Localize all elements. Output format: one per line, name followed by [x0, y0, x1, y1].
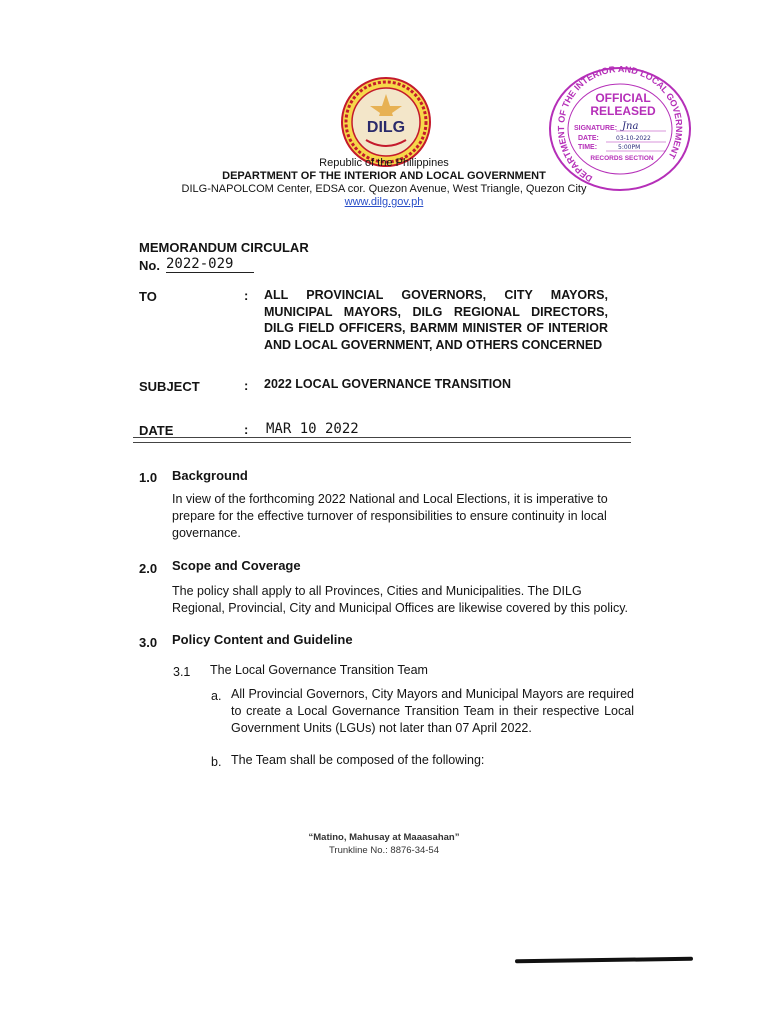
section-2-text: The policy shall apply to all Provinces, Cities and Municipalities. The DILG Regional, Provincial, City and Municipal Offices are likewise covered by this policy.: [172, 584, 628, 615]
dilg-seal-logo: [340, 76, 432, 168]
stamp-signature: Jna: [622, 121, 639, 132]
section-3-title: Policy Content and Guideline: [172, 632, 353, 647]
date-colon: :: [244, 422, 249, 437]
item-a-text: All Provincial Governors, City Mayors and Municipal Mayors are required to create a Local Governance Transition Team in their respective Local Government Units (LGUs) not later than 07 April 2022.: [231, 687, 634, 735]
item-a-letter: a.: [211, 689, 222, 703]
stamp-date: 03-10-2022: [616, 135, 651, 142]
section-1-text: In view of the forthcoming 2022 National and Local Elections, it is imperative to prepare for the effective turnover of responsibilities to ensure continuity in local governance.: [172, 492, 608, 540]
stamp-date-label: DATE:: [578, 135, 599, 142]
memo-title: MEMORANDUM CIRCULAR: [139, 240, 309, 255]
website-link[interactable]: www.dilg.gov.ph: [344, 196, 424, 208]
stamp-released: RELEASED: [590, 104, 656, 118]
memo-no-label: No.: [139, 258, 160, 273]
subject-label: SUBJECT: [139, 379, 200, 394]
item-b-text: The Team shall be composed of the following:: [231, 753, 485, 767]
section-2-number: 2.0: [139, 561, 158, 576]
double-divider: [133, 437, 631, 443]
stamp-official: OFFICIAL: [595, 91, 651, 105]
stamp-signature-label: SIGNATURE:: [574, 125, 618, 132]
section-2-title: Scope and Coverage: [172, 558, 301, 573]
date-value: MAR 10 2022: [266, 421, 359, 437]
subsection-3-1-number: 3.1: [173, 665, 191, 679]
logo-lettering: DILG: [366, 119, 406, 136]
to-colon: :: [244, 288, 249, 303]
subsection-3-1-title: The Local Governance Transition Team: [210, 663, 428, 677]
section-1-title: Background: [172, 468, 248, 483]
stamp-time: 5:00PM: [618, 144, 641, 151]
address-line: DILG-NAPOLCOM Center, EDSA cor. Quezon Avenue, West Triangle, Quezon City: [181, 183, 587, 195]
stamp-ring-text: DEPARTMENT OF THE INTERIOR AND LOCAL GOVERNMENT: [556, 66, 685, 184]
republic-line: Republic of the Philippines: [319, 157, 449, 169]
footer-trunkline: Trunkline No.: 8876-34-54: [328, 845, 439, 856]
to-recipients: ALL PROVINCIAL GOVERNORS, CITY MAYORS, MUNICIPAL MAYORS, DILG REGIONAL DIRECTORS, DILG FIELD OFFICERS, BARMM MINISTER OF INTERIOR AND LOCAL GOVERNMENT, AND OTHERS CONCERNED: [264, 288, 608, 352]
section-3-number: 3.0: [139, 635, 158, 650]
to-label: TO: [139, 289, 157, 304]
memo-number: 2022-029: [166, 256, 254, 273]
footer-motto: “Matino, Mahusay at Maaasahan”: [308, 832, 460, 843]
subject-colon: :: [244, 378, 249, 393]
scan-artifact-line: [515, 957, 693, 963]
subject-value: 2022 LOCAL GOVERNANCE TRANSITION: [264, 377, 512, 391]
stamp-time-label: TIME:: [578, 144, 598, 151]
item-b-letter: b.: [211, 755, 222, 769]
date-label: DATE: [139, 423, 174, 438]
department-name: DEPARTMENT OF THE INTERIOR AND LOCAL GOVERNMENT: [222, 170, 546, 182]
section-1-number: 1.0: [139, 470, 158, 485]
stamp-records: RECORDS SECTION: [590, 155, 654, 162]
